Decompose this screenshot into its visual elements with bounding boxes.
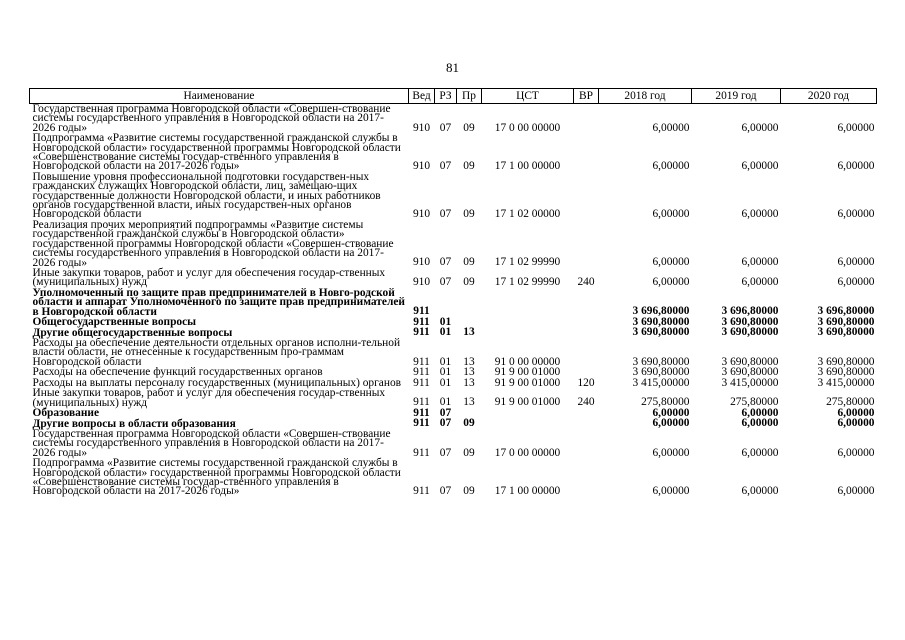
cell-vr	[574, 418, 599, 429]
header-ved: Вед	[409, 89, 435, 104]
cell-vr	[574, 133, 599, 172]
cell-rz: 07	[439, 276, 452, 289]
cell-vr: 240	[577, 396, 595, 409]
cell-cst: 17 1 02 00000	[494, 208, 561, 221]
cell-ved: 910	[412, 160, 431, 173]
cell-ved: 911	[413, 315, 430, 328]
cell-vr	[574, 408, 599, 419]
cell-2019: 6,00000	[741, 417, 779, 430]
cell-2020: 6,00000	[837, 121, 875, 134]
cell-ved: 911	[413, 396, 430, 409]
cell-2020: 6,00000	[837, 160, 875, 173]
cell-pr: 09	[463, 276, 475, 289]
cell-2018: 6,00000	[652, 417, 690, 430]
table-row	[30, 338, 877, 367]
cell-ved: 911	[413, 326, 430, 339]
cell-ved: 911	[413, 417, 430, 430]
cell-rz: 01	[439, 326, 452, 339]
cell-ved: 911	[413, 406, 430, 419]
table-row	[30, 172, 877, 220]
cell-ved: 911	[413, 355, 430, 368]
cell-vr	[574, 327, 599, 338]
cell-2018: 6,00000	[652, 276, 690, 289]
cell-cst: 17 0 00 00000	[494, 446, 561, 459]
cell-pr: 09	[463, 121, 475, 134]
cell-ved: 911	[413, 446, 430, 459]
cell-cst: 17 1 02 99990	[494, 256, 561, 269]
cell-vr	[574, 317, 599, 328]
cell-vr: 240	[577, 276, 595, 289]
cell-2019: 6,00000	[741, 276, 779, 289]
cell-rz: 07	[439, 406, 452, 419]
table-row	[30, 268, 877, 288]
budget-table	[29, 88, 877, 497]
cell-rz: 01	[439, 315, 452, 328]
cell-name: Расходы на выплаты персоналу государственных (муниципальных) органов	[32, 376, 402, 389]
cell-cst: 17 0 00 00000	[494, 121, 561, 134]
cell-2018: 6,00000	[652, 160, 690, 173]
cell-2019: 6,00000	[741, 485, 779, 498]
cell-name: Уполномоченный по защите прав предпринимателей в Новго-родской области и аппарат Уполномоченного по защите прав предпринимателей в Новгородской области	[32, 286, 405, 318]
cell-ved: 910	[412, 276, 431, 289]
header-rz: РЗ	[435, 89, 457, 104]
cell-pr: 13	[463, 396, 475, 409]
cell-2018: 3 690,80000	[632, 366, 690, 379]
cell-2018: 3 690,80000	[632, 355, 690, 368]
cell-2018: 6,00000	[652, 121, 690, 134]
cell-2020: 6,00000	[837, 485, 875, 498]
cell-pr: 09	[463, 160, 475, 173]
cell-vr	[574, 429, 599, 458]
cell-name: Другие вопросы в области образования	[32, 417, 236, 430]
table-header	[30, 89, 877, 104]
cell-vr	[574, 288, 599, 317]
header-2020: 2020 год	[781, 89, 877, 104]
cell-rz: 07	[439, 485, 452, 498]
cell-2019: 275,80000	[730, 396, 779, 409]
table-body	[30, 104, 877, 497]
cell-2020: 3 690,80000	[817, 326, 875, 339]
cell-2019: 6,00000	[741, 121, 779, 134]
cell-cst	[482, 288, 574, 317]
cell-2019: 3 690,80000	[721, 366, 779, 379]
cell-2020: 275,80000	[826, 396, 875, 409]
cell-2020: 6,00000	[837, 256, 875, 269]
cell-cst: 17 1 00 00000	[494, 160, 561, 173]
cell-pr	[457, 288, 482, 317]
cell-name: Иные закупки товаров, работ и услуг для обеспечения государ-ственных (муниципальных) нужд	[32, 387, 386, 409]
cell-2020: 6,00000	[837, 417, 875, 430]
cell-2019: 6,00000	[741, 406, 779, 419]
cell-vr: 120	[577, 376, 595, 389]
cell-2020: 3 696,80000	[817, 305, 875, 318]
cell-cst	[482, 327, 574, 338]
cell-ved: 910	[412, 256, 431, 269]
cell-vr	[574, 338, 599, 367]
table-row	[30, 288, 877, 317]
cell-2018: 3 696,80000	[632, 305, 690, 318]
cell-2019: 3 415,00000	[721, 376, 779, 389]
cell-2020: 6,00000	[837, 446, 875, 459]
cell-vr	[574, 104, 599, 134]
page-number: 81	[446, 60, 459, 75]
cell-name: Государственная программа Новгородской области «Совершен-ствование системы государственного управления в Новгородской области на 2017-2026 годы»	[32, 103, 391, 134]
cell-ved: 911	[413, 485, 430, 498]
cell-2018: 6,00000	[652, 446, 690, 459]
cell-cst	[482, 418, 574, 429]
cell-pr: 09	[463, 417, 475, 430]
cell-vr	[574, 458, 599, 497]
cell-name: Повышение уровня профессиональной подготовки государствен-ных гражданских служащих Новгородской области, лиц, замещаю-щих государственные должности Новгородской области, и иных работников органов государственной власти, иных государствен-ных органов Новгородской области	[32, 170, 381, 221]
cell-ved: 910	[412, 208, 431, 221]
cell-name: Подпрограмма «Развитие системы государственной гражданской службы в Новгородской области» государственной программы Новгородской области «Совершенствование системы государ-ственного управления в Новгородской области на 2017-2026 годы»	[32, 457, 401, 498]
cell-ved: 911	[413, 305, 430, 318]
cell-2018: 6,00000	[652, 485, 690, 498]
cell-rz	[435, 288, 457, 317]
cell-vr	[574, 220, 599, 268]
cell-ved: 910	[412, 121, 431, 134]
table-row	[30, 388, 877, 408]
table-row	[30, 220, 877, 268]
cell-2020: 3 690,80000	[817, 366, 875, 379]
cell-2019: 3 690,80000	[721, 355, 779, 368]
cell-2019: 6,00000	[741, 446, 779, 459]
cell-rz: 01	[439, 366, 452, 379]
cell-2019: 6,00000	[741, 256, 779, 269]
cell-pr: 09	[463, 256, 475, 269]
cell-cst	[482, 408, 574, 419]
cell-pr: 09	[463, 485, 475, 498]
cell-rz: 07	[439, 160, 452, 173]
header-pr: Пр	[457, 89, 482, 104]
cell-rz: 01	[439, 376, 452, 389]
cell-name: Государственная программа Новгородской области «Совершен-ствование системы государственного управления в Новгородской области на 2017-2026 годы»	[32, 427, 391, 459]
cell-2020: 3 690,80000	[817, 315, 875, 328]
cell-2018: 6,00000	[652, 406, 690, 419]
cell-ved: 911	[413, 376, 430, 389]
cell-rz: 07	[439, 446, 452, 459]
table-row	[30, 104, 877, 134]
cell-name: Иные закупки товаров, работ и услуг для обеспечения государ-ственных (муниципальных) нужд	[32, 266, 386, 289]
cell-name: Расходы на обеспечение деятельности отдельных органов исполни-тельной власти области, не отнесенные к государственным про-граммам Новгородской области	[32, 336, 401, 368]
cell-cst: 91 9 00 01000	[494, 396, 561, 409]
header-2019: 2019 год	[692, 89, 781, 104]
cell-pr: 13	[463, 355, 475, 368]
cell-2018: 3 690,80000	[632, 315, 690, 328]
cell-vr	[574, 172, 599, 220]
cell-2020: 3 690,80000	[817, 355, 875, 368]
header-cst: ЦСТ	[482, 89, 574, 104]
cell-2020: 6,00000	[837, 406, 875, 419]
cell-pr: 09	[463, 208, 475, 221]
table-row	[30, 458, 877, 497]
header-2018: 2018 год	[599, 89, 692, 104]
cell-2018: 3 690,80000	[632, 326, 690, 339]
table-row	[30, 429, 877, 458]
cell-name: Расходы на обеспечение функций государственных органов	[32, 366, 323, 379]
cell-ved: 911	[413, 366, 430, 379]
cell-2019: 6,00000	[741, 208, 779, 221]
cell-pr: 13	[463, 326, 475, 339]
header-vr: ВР	[574, 89, 599, 104]
cell-cst: 17 1 00 00000	[494, 485, 561, 498]
cell-2020: 6,00000	[837, 208, 875, 221]
cell-2020: 6,00000	[837, 276, 875, 289]
cell-cst: 91 9 00 01000	[494, 376, 561, 389]
cell-rz: 01	[439, 396, 452, 409]
cell-2018: 275,80000	[641, 396, 690, 409]
cell-name: Образование	[32, 407, 100, 420]
cell-2020: 3 415,00000	[817, 376, 875, 389]
cell-2019: 3 690,80000	[721, 315, 779, 328]
table-row	[30, 133, 877, 172]
cell-2018: 6,00000	[652, 256, 690, 269]
cell-cst: 17 1 02 99990	[494, 276, 561, 289]
cell-name: Подпрограмма «Развитие системы государственной гражданской службы в Новгородской области» государственной программы Новгородской области «Совершенствование системы государ-ственного управления в Новгородской области на 2017-2026 годы»	[32, 132, 401, 173]
cell-rz: 01	[439, 355, 452, 368]
cell-cst: 91 0 00 00000	[494, 355, 561, 368]
cell-2019: 6,00000	[741, 160, 779, 173]
cell-cst: 91 9 00 01000	[494, 366, 561, 379]
cell-2019: 3 690,80000	[721, 326, 779, 339]
header-name: Наименование	[30, 89, 409, 104]
cell-name: Реализация прочих мероприятий подпрограммы «Развитие системы государственной гражданской службы в Новгородской области» государственной программы Новгородской области «Совершен-ствование системы государственного управления в Новгородской области на 2017-2026 годы»	[32, 218, 394, 269]
cell-2018: 6,00000	[652, 208, 690, 221]
cell-2019: 3 696,80000	[721, 305, 779, 318]
cell-pr: 13	[463, 366, 475, 379]
cell-pr: 09	[463, 446, 475, 459]
cell-name: Другие общегосударственные вопросы	[32, 326, 233, 339]
cell-pr: 13	[463, 376, 475, 389]
cell-rz: 07	[439, 208, 452, 221]
cell-rz: 07	[439, 256, 452, 269]
cell-rz: 07	[439, 121, 452, 134]
cell-2018: 3 415,00000	[632, 376, 690, 389]
cell-name: Общегосударственные вопросы	[32, 316, 197, 329]
cell-rz: 07	[439, 417, 452, 430]
cell-cst	[482, 317, 574, 328]
